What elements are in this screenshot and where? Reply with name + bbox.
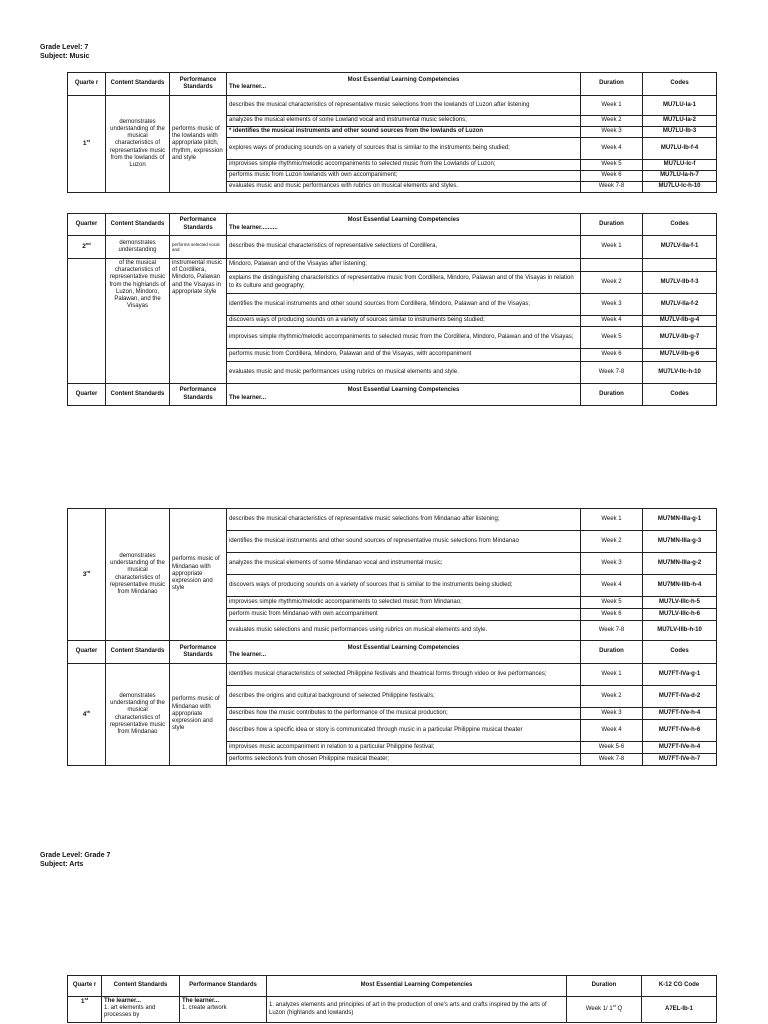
header-codes: Codes [643, 214, 717, 236]
quarter-cell-blank [68, 259, 106, 384]
content-standard: The learner... 1. art elements and processes by [102, 997, 180, 1023]
header-performance: Performance Standards [170, 641, 227, 664]
duration: Week 6 [581, 609, 643, 621]
competency: describes the musical characteristics of representative music selections from the lowlands of Luzon after listening [227, 96, 581, 116]
code: MU7FT-IVe-h-4 [643, 742, 717, 754]
competency: improvises simple rhythmic/melodic accompaniments to selected music from the Lowlands of Luzon; [227, 160, 581, 171]
code: MU7LV-IIc-h-10 [643, 362, 717, 384]
competency: improvises simple rhythmic/melodic accompaniments to selected music from Mindanao; [227, 597, 581, 609]
duration: Week 2 [581, 686, 643, 708]
code: MU7LU-Ic-h-10 [643, 182, 717, 193]
subject: Subject: Arts [40, 861, 84, 868]
quarter-cell: 4th [68, 664, 106, 766]
code: MU7LV-IIIc-h-6 [643, 609, 717, 621]
music-meta [40, 43, 89, 61]
competency: describes the musical characteristics of representative music selections from Mindanao after listening; [227, 509, 581, 531]
competency: analyzes the musical elements of some Lowland vocal and instrumental music selections; [227, 116, 581, 127]
duration: Week 1 [581, 664, 643, 686]
performance-standard: instrumental music of Cordillera, Mindoro, Palawan and the Visayas in appropriate style [170, 259, 227, 384]
code: MU7LU-Ib-f-4 [643, 138, 717, 160]
competency: * identifies the musical instruments and other sound sources from the lowlands of Luzon [227, 127, 581, 138]
duration: Week 3 [581, 127, 643, 138]
content-standard: demonstrates understanding of the musical characteristics of representative music from the lowlands of Luzon [106, 96, 170, 193]
code: MU7FT-IVa-g-1 [643, 664, 717, 686]
quarter-cell: 1st [68, 997, 102, 1023]
code: MU7LV-IIIc-h-5 [643, 597, 717, 609]
code: MU7LU-Ic-f [643, 160, 717, 171]
duration: Week 7-8 [581, 362, 643, 384]
competency: explores ways of producing sounds on a variety of sources that is similar to the instruments being studied; [227, 138, 581, 160]
header-duration: Duration [581, 641, 643, 664]
quarter-cell: 1st [68, 96, 106, 193]
subject: Subject: Music [40, 53, 90, 60]
header-performance: Performance Standards [170, 73, 227, 96]
competency: discovers ways of producing sounds on a variety of sources similar to instruments being studied; [227, 316, 581, 327]
competency: 1. analyzes elements and principles of art in the production of one's arts and crafts inspired by the arts of Luzon (highlands and lowlands) [267, 997, 567, 1023]
header-performance: Performance Standards [170, 384, 227, 406]
header-codes: Codes [643, 73, 717, 96]
duration: Week 5-6 [581, 742, 643, 754]
duration: Week 5 [581, 327, 643, 349]
code: MU7LU-Ib-3 [643, 127, 717, 138]
duration: Week 5 [581, 160, 643, 171]
competency: Mindoro, Palawan and of the Visayas after listening; [227, 259, 581, 272]
content-standard: of the musical characteristics of representative music from the highlands of Luzon, Mindoro, Palawan, and the Visayas [106, 259, 170, 384]
code: MU7LU-Ia-h-7 [643, 171, 717, 182]
grade-level: Grade Level: 7 [40, 44, 89, 51]
header-performance: Performance Standards [180, 976, 267, 997]
competency: perform music from Mindanao with own accompaniment [227, 609, 581, 621]
code: MU7LU-Ia-1 [643, 96, 717, 116]
duration: Week 7-8 [581, 754, 643, 766]
code: MU7MN-IIIa-g-1 [643, 509, 717, 531]
code: MU7FT-IVe-h-4 [643, 708, 717, 720]
header-melc: Most Essential Learning Competencies The learner... [227, 641, 581, 664]
duration: Week 4 [581, 316, 643, 327]
code: MU7LV-IIb-g-7 [643, 327, 717, 349]
duration: Week 4 [581, 720, 643, 742]
code: MU7FT-IVe-h-6 [643, 720, 717, 742]
competency: performs selection/s from chosen Philippine musical theater; [227, 754, 581, 766]
code: A7EL-Ib-1 [642, 997, 717, 1023]
duration: Week 6 [581, 349, 643, 362]
competency: performs music from Luzon lowlands with own accompaniment; [227, 171, 581, 182]
header-melc: Most Essential Learning Competencies The learner... [227, 73, 581, 96]
content-standard-top: demonstrates understanding [106, 236, 170, 259]
header-quarter: Quarter [68, 214, 106, 236]
competency: describes the origins and cultural background of selected Philippine festival/s; [227, 686, 581, 708]
competency: identifies the musical instruments and other sound sources of representative music selections from Mindanao [227, 531, 581, 553]
duration: Week 7-8 [581, 621, 643, 641]
competency: explains the distinguishing characteristics of representative music from Cordillera, Mindoro, Palawan and of the Visayas in relation to its culture and geography; [227, 272, 581, 294]
header-content: Content Standards [102, 976, 180, 997]
content-standard: demonstrates understanding of the musical characteristics of representative music from Mindanao [106, 509, 170, 641]
code: MU7LV-IIb-g-6 [643, 349, 717, 362]
header-k12: K-12 CG Code [642, 976, 717, 997]
duration: Week 1 [581, 96, 643, 116]
competency: evaluates music and music performances with rubrics on musical elements and styles. [227, 182, 581, 193]
header-content: Content Standards [106, 641, 170, 664]
duration: Week 3 [581, 708, 643, 720]
content-standard: demonstrates understanding of the musical characteristics of representative music from Mindanao [106, 664, 170, 766]
code: MU7LV-IIa-f-1 [643, 236, 717, 259]
competency: identifies musical characteristics of selected Philippine festivals and theatrical forms through video or live performances; [227, 664, 581, 686]
quarter-cell: 2nd [68, 236, 106, 259]
performance-standard: performs music of Mindanao with appropriate expression and style [170, 509, 227, 641]
header-duration: Duration [581, 73, 643, 96]
code: MU7LV-IIb-g-4 [643, 316, 717, 327]
code: MU7LV-IIb-f-3 [643, 272, 717, 294]
duration: Week 1 [581, 509, 643, 531]
duration: Week 3 [581, 294, 643, 316]
header-content: Content Standards [106, 73, 170, 96]
duration: Week 2 [581, 531, 643, 553]
quarter-cell: 3rd [68, 509, 106, 641]
duration: Week 3 [581, 553, 643, 575]
competency: discovers ways of producing sounds on a variety of sources that is similar to the instruments being studied; [227, 575, 581, 597]
duration: Week 2 [581, 272, 643, 294]
duration: Week 5 [581, 597, 643, 609]
code [643, 259, 717, 272]
code: MU7LU-Ia-2 [643, 116, 717, 127]
header-melc: Most Essential Learning Competencies [267, 976, 567, 997]
competency: evaluates music and music performances using rubrics on musical elements and style. [227, 362, 581, 384]
header-duration: Duration [581, 384, 643, 406]
duration: Week 4 [581, 575, 643, 597]
duration: Week 4 [581, 138, 643, 160]
header-quarter: Quarte r [68, 73, 106, 96]
competency: improvises music accompaniment in relation to a particular Philippine festival; [227, 742, 581, 754]
competency: identifies the musical instruments and other sound sources from Cordillera, Mindoro, Palawan and of the Visayas; [227, 294, 581, 316]
duration [581, 259, 643, 272]
performance-standard: performs music of the lowlands with appropriate pitch, rhythm, expression and style [170, 96, 227, 193]
competency: analyzes the musical elements of some Mindanao vocal and instrumental music; [227, 553, 581, 575]
header-duration: Duration [567, 976, 642, 997]
q3-q4-table [67, 508, 717, 766]
header-performance: Performance Standards [170, 214, 227, 236]
competency: describes the musical characteristics of representative selections of Cordillera, [227, 236, 581, 259]
competency: performs music from Cordillera, Mindoro, Palawan and of the Visayas, with accompaniment [227, 349, 581, 362]
competency: describes how the music contributes to the performance of the musical production; [227, 708, 581, 720]
header-codes: Codes [643, 641, 717, 664]
header-duration: Duration [581, 214, 643, 236]
header-melc: Most Essential Learning Competencies The learner... [227, 384, 581, 406]
header-quarter: Quarter [68, 384, 106, 406]
header-melc: Most Essential Learning Competencies The learner.......... [227, 214, 581, 236]
grade-level: Grade Level: Grade 7 [40, 852, 111, 859]
duration: Week 1 [581, 236, 643, 259]
code: MU7MN-IIIa-g-2 [643, 553, 717, 575]
code: MU7MN-IIIb-h-4 [643, 575, 717, 597]
performance-standard-top: performs selected vocal and [170, 236, 227, 259]
code: MU7MN-IIIa-g-3 [643, 531, 717, 553]
header-quarter: Quarter [68, 641, 106, 664]
arts-meta [40, 851, 110, 869]
competency: evaluates music selections and music performances using rubrics on musical elements and style. [227, 621, 581, 641]
performance-standard: The learner... 1. create artwork [180, 997, 267, 1023]
code: MU7LV-IIIb-h-10 [643, 621, 717, 641]
header-content: Content Standards [106, 214, 170, 236]
duration: Week 1/ 1st Q [567, 997, 642, 1023]
competency: improvises simple rhythmic/melodic accompaniments to selected music from the Cordillera, Mindoro, Palawan and of the Visayas; [227, 327, 581, 349]
performance-standard: performs music of Mindanao with appropriate expression and style [170, 664, 227, 766]
header-codes: Codes [643, 384, 717, 406]
q2-table [67, 213, 717, 406]
competency: describes how a specific idea or story is communicated through music in a particular Philippine musical theater [227, 720, 581, 742]
duration: Week 2 [581, 116, 643, 127]
duration: Week 6 [581, 171, 643, 182]
duration: Week 7-8 [581, 182, 643, 193]
q1-table [67, 72, 717, 193]
header-quarter: Quarte r [68, 976, 102, 997]
code: MU7FT-IVe-h-7 [643, 754, 717, 766]
header-content: Content Standards [106, 384, 170, 406]
code: MU7FT-IVa-d-2 [643, 686, 717, 708]
arts-table [67, 975, 717, 1023]
code: MU7LV-IIa-f-2 [643, 294, 717, 316]
